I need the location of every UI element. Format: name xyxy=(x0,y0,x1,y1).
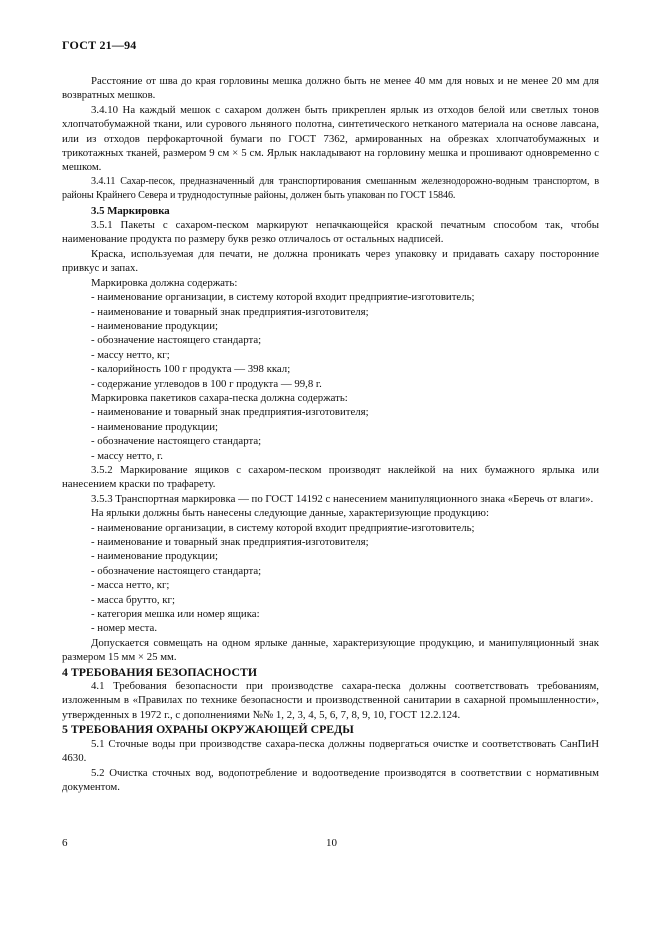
paragraph-3-5-1: 3.5.1 Пакеты с сахаром-песком маркируют непачкающейся краской печатным способом так, чтобы наименование продукта по размеру букв резко отличалось от остальных надписей. xyxy=(62,219,599,246)
section-heading-environment: 5 ТРЕБОВАНИЯ ОХРАНЫ ОКРУЖАЮЩЕЙ СРЕДЫ xyxy=(62,722,354,737)
document-body xyxy=(62,74,599,794)
list-item: - наименование организации, в систему которой входит предприятие-изготовитель; xyxy=(91,291,475,304)
list-item: - масса брутто, кг; xyxy=(91,593,175,606)
page-number-left: 6 xyxy=(62,837,68,849)
list-item: - наименование продукции; xyxy=(91,420,218,433)
list-item: - наименование и товарный знак предприятия-изготовителя; xyxy=(91,536,369,548)
list-item: - масса нетто, кг; xyxy=(91,579,170,592)
list-item: - наименование и товарный знак предприятия-изготовителя; xyxy=(91,305,369,318)
list-item: - обозначение настоящего стандарта; xyxy=(91,564,262,577)
paragraph: Расстояние от шва до края горловины мешка должно быть не менее 40 мм для новых и не менее 20 мм для возвратных мешков. xyxy=(62,75,599,102)
subsection-heading-marking: 3.5 Маркировка xyxy=(91,204,170,217)
list-item: - калорийность 100 г продукта — 398 ккал; xyxy=(91,363,291,376)
paragraph-5-2: 5.2 Очистка сточных вод, водопотребление и водоотведение производятся в соответствии с нормативным документом. xyxy=(62,766,599,793)
list-item: - номер места. xyxy=(91,622,158,635)
list-item: - категория мешка или номер ящика: xyxy=(91,608,260,621)
paragraph: Краска, используемая для печати, не должна проникать через упаковку и придавать сахару посторонние привкус и запах. xyxy=(62,247,599,275)
list-intro: На ярлыки должны быть нанесены следующие данные, характеризующие продукцию: xyxy=(91,507,489,520)
paragraph-3-5-2: 3.5.2 Маркирование ящиков с сахаром-песком производят наклейкой на них бумажного ярлыка или нанесением краски по трафарету. xyxy=(62,463,599,491)
paragraph-4-1: 4.1 Требования безопасности при производстве сахара-песка должны соответствовать требованиям, изложенным в «Правилах по технике безопасности и производственной санитарии в сахарной промышленности», утвержденных в 1972 г., с дополнениями №№ 1, 2, 3, 4, 5, 6, 7, 8, 9, 10, ГОСТ 12.2.124. xyxy=(62,680,599,721)
list-item: - наименование и товарный знак предприятия-изготовителя; xyxy=(91,406,369,419)
list-intro: Маркировка должна содержать: xyxy=(91,276,238,289)
paragraph-3-4-11: 3.4.11 Сахар-песок, предназначенный для транспортирования смешанным железнодорожно-водным транспортом, в районы Крайнего Севера и труднодоступные районы, должен быть упакован по ГОСТ 15846. xyxy=(62,175,599,202)
paragraph-3-4-10: 3.4.10 На каждый мешок с сахаром должен быть прикреплен ярлык из отходов белой или светлых тонов хлопчатобумажной ткани, или сурового льняного полотна, синтетического нетканого материала на основе лавсана, или из отходов перфокарточной бумаги по ГОСТ 7362, армированных на обрезках хлопчатобумажных и трикотажных тканей, размером 9 см × 5 см. Ярлык накладывают на горловину мешка и прошивают одновременно с мешком. xyxy=(62,103,599,174)
list-intro: Маркировка пакетиков сахара-песка должна содержать: xyxy=(91,391,348,404)
list-item: - наименование организации, в систему которой входит предприятие-изготовитель; xyxy=(91,521,475,534)
list-item: - наименование продукции; xyxy=(91,319,218,332)
paragraph: Допускается совмещать на одном ярлыке данные, характеризующие продукцию, и манипуляционный знак размером 15 мм × 25 мм. xyxy=(62,636,599,664)
list-item: - массу нетто, г. xyxy=(91,449,163,462)
page-number-center: 10 xyxy=(326,837,337,849)
list-item: - массу нетто, кг; xyxy=(91,348,170,361)
paragraph-5-1: 5.1 Сточные воды при производстве сахара-песка должны подвергаться очистке и соответствовать СанПиН 4630. xyxy=(62,737,599,765)
list-item: - обозначение настоящего стандарта; xyxy=(91,334,262,347)
list-item: - содержание углеводов в 100 г продукта — 99,8 г. xyxy=(91,377,322,390)
list-item: - обозначение настоящего стандарта; xyxy=(91,435,262,448)
list-item: - наименование продукции; xyxy=(91,550,218,563)
section-heading-safety: 4 ТРЕБОВАНИЯ БЕЗОПАСНОСТИ xyxy=(62,664,258,679)
document-header: ГОСТ 21—94 xyxy=(62,38,137,52)
paragraph-3-5-3: 3.5.3 Транспортная маркировка — по ГОСТ 14192 с нанесением манипуляционного знака «Беречь от влаги». xyxy=(91,492,594,505)
